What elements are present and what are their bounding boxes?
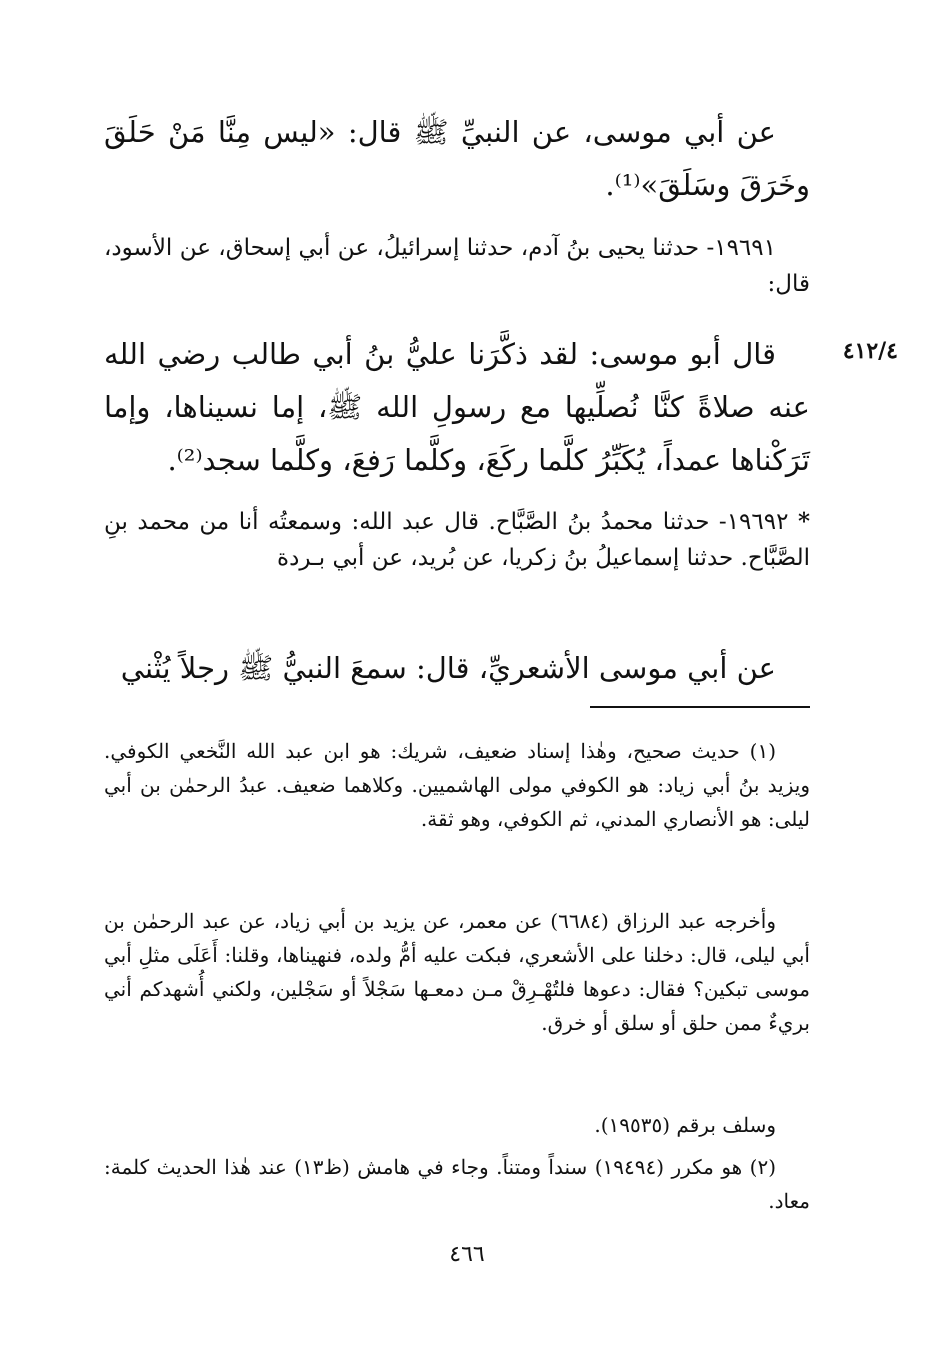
footnote-1: (١) حديث صحيح، وهٰذا إسناد ضعيف، شريك: هو ابن عبد الله النَّخعي الكوفي. ويزيد بنُ أبي زياد: هو الكوفي مولى الهاشميين. وكلاهما ضعيف. عبدُ الرحمٰن بن أبي ليلى: هو الأنصاري المدني، ثم الكوفي، وهو ثقة. [104,739,810,831]
isnad-19692 [104,504,810,576]
page-number: ٤٦٦ [449,1242,485,1267]
isnad-19692-text: ١٩٦٩٢- حدثنا محمدُ بنُ الصَّبَّاح. قال عبد الله: وسمعتُه أنا من محمد بنِ الصَّبَّاح. حدثنا إسماعيلُ بنُ زكريا، عن بُريد، عن أبي بـردة [104,509,810,571]
hadith-text-1: عن أبي موسى، عن النبيِّ ﷺ قال: «ليس مِنَّا مَنْ حَلَقَ وخَرَقَ وسَلَقَ»⁽¹⁾. [104,115,810,202]
footnote-1-cross-reference: وسلف برقم (١٩٥٣٥). [594,1113,776,1137]
footnote-separator [590,706,810,708]
star-marker: * [797,508,810,535]
footnote-1-takhrij: وأخرجه عبد الرزاق (٦٦٨٤) عن معمر، عن يزيد بن أبي زياد، عن عبد الرحمٰن بن أبي ليلى، قال: دخلنا على الأشعري، فبكت عليه أمُّ ولده، فنهيناها، وقلنا: أَعَلَى مثلِ أبي موسى تبكين؟ فقال: دعوها فلتُهْـرِقْ مـن دمعـها سَجْلاً أو سَجْلين، ولكني أُشهدكم أني بريءٌ ممن حلق أو سلق أو خرق. [104,909,810,1035]
hadith-text-19692: عن أبي موسى الأشعريِّ، قال: سمعَ النبيُّ ﷺ رجلاً يُثْني [120,651,776,685]
footnote-2: (٢) هو مكرر (١٩٤٩٤) سنداً ومتناً. وجاء في هامش (ظ١٣) عند هٰذا الحديث كلمة: معاد. [104,1155,810,1213]
volume-page-reference: ٤١٢/٤ [842,338,898,364]
hadith-text-19691: قال أبو موسى: لقد ذكَّرَنا عليُّ بنُ أبي طالب رضي الله عنه صلاةً كنَّا نُصلِّيها مع رسولِ الله ﷺ، إما نسيناها، وإما تَرَكْناها عمداً، يُكَبِّرُ كلَّما ركَعَ، وكلَّما رَفعَ، وكلَّما سجد⁽²⁾. [104,337,810,477]
isnad-19691: ١٩٦٩١- حدثنا يحيى بنُ آدم، حدثنا إسرائيلُ، عن أبي إسحاق، عن الأسود، قال: [104,235,810,297]
